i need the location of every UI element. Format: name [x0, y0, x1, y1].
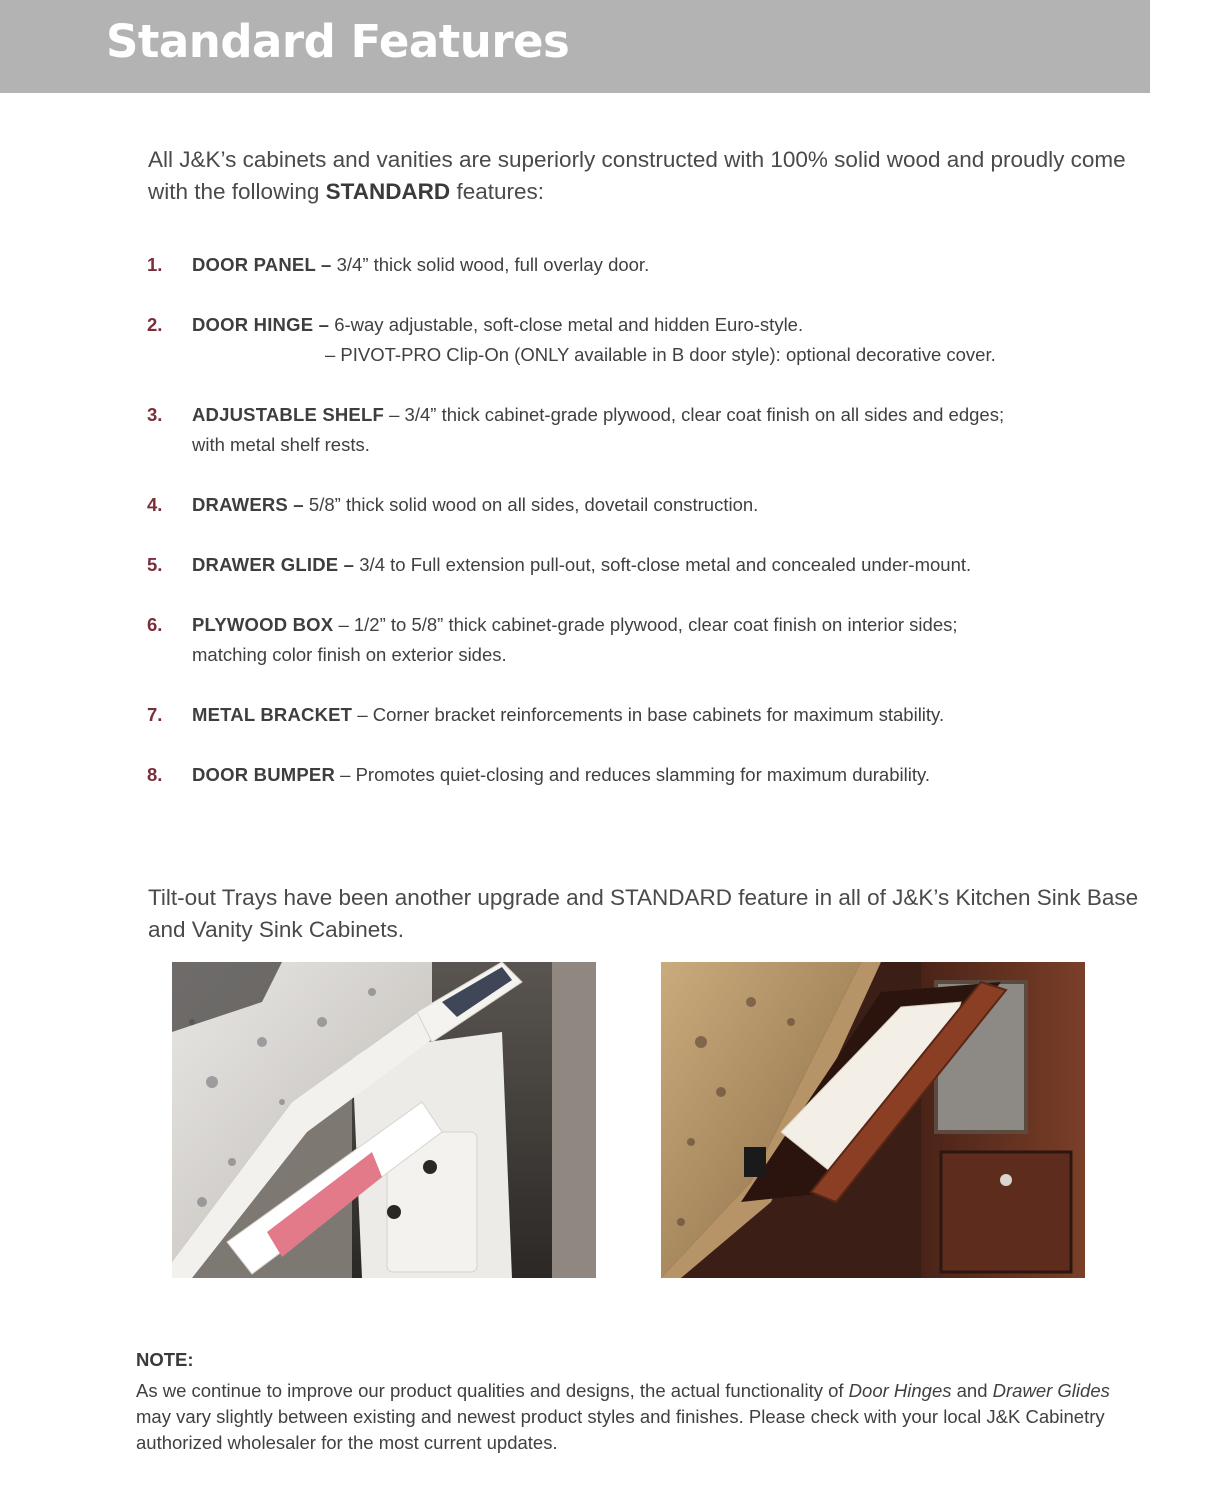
feature-number: 4. [147, 494, 163, 515]
feature-number: 7. [147, 704, 163, 725]
tilt-tray-photo-white-cabinet [172, 962, 596, 1278]
tilt-out-paragraph: Tilt-out Trays have been another upgrade and STANDARD feature in all of J&K’s Kitchen Sink Base and Vanity Sink Cabinets. [148, 885, 1139, 942]
feature-term: DOOR HINGE – [192, 314, 330, 335]
note-text-part: As we continue to improve our product qualities and designs, the actual functionality of [136, 1380, 849, 1401]
feature-text-line2: matching color finish on exterior sides. [192, 644, 507, 665]
note-text [136, 1378, 1116, 1456]
feature-text: – Corner bracket reinforcements in base cabinets for maximum stability. [352, 704, 945, 725]
note-title: NOTE: [136, 1349, 194, 1370]
feature-text: 3/4” thick solid wood, full overlay door. [331, 254, 650, 275]
header-banner [0, 0, 1150, 93]
feature-text: – Promotes quiet-closing and reduces slamming for maximum durability. [335, 764, 930, 785]
feature-number: 1. [147, 254, 163, 275]
intro-text: All J&K’s cabinets and vanities are superiorly constructed with 100% solid wood and proudly come with the following [148, 147, 1126, 204]
note-emphasis-drawer-glides: Drawer Glides [992, 1380, 1110, 1401]
tilt-tray-photo-wood-cabinet [661, 962, 1085, 1278]
page-title: Standard Features [106, 15, 570, 68]
feature-term: DOOR PANEL – [192, 254, 332, 275]
feature-text: 3/4 to Full extension pull-out, soft-close metal and concealed under-mount. [354, 554, 972, 575]
feature-term: DRAWER GLIDE – [192, 554, 355, 575]
note-emphasis-door-hinges: Door Hinges [848, 1380, 952, 1401]
feature-text-line2: with metal shelf rests. [192, 434, 370, 455]
feature-number: 3. [147, 404, 163, 425]
intro-paragraph [148, 144, 1158, 208]
feature-number: 2. [147, 314, 163, 335]
feature-term: PLYWOOD BOX [192, 614, 334, 635]
feature-text: – 3/4” thick cabinet-grade plywood, clear coat finish on all sides and edges; [383, 404, 1005, 425]
feature-term: DRAWERS – [192, 494, 304, 515]
feature-text: 6-way adjustable, soft-close metal and hidden Euro-style. [329, 314, 804, 335]
feature-term: DOOR BUMPER [192, 764, 336, 785]
feature-number: 6. [147, 614, 163, 635]
feature-term: ADJUSTABLE SHELF [192, 404, 384, 425]
feature-number: 5. [147, 554, 163, 575]
note-text-part: may vary slightly between existing and newest product styles and finishes. Please check with your local J&K Cabinetry authorized wholesaler for the most current updates. [136, 1406, 1105, 1453]
feature-text: – 1/2” to 5/8” thick cabinet-grade plywood, clear coat finish on interior sides; [333, 614, 958, 635]
note-text-part: and [951, 1380, 993, 1401]
feature-number: 8. [147, 764, 163, 785]
feature-text-line2: – PIVOT-PRO Clip-On (ONLY available in B door style): optional decorative cover. [325, 344, 996, 365]
feature-term: METAL BRACKET [192, 704, 353, 725]
intro-text-end: features: [450, 179, 544, 204]
intro-bold: STANDARD [325, 179, 451, 204]
feature-text: 5/8” thick solid wood on all sides, dovetail construction. [303, 494, 759, 515]
